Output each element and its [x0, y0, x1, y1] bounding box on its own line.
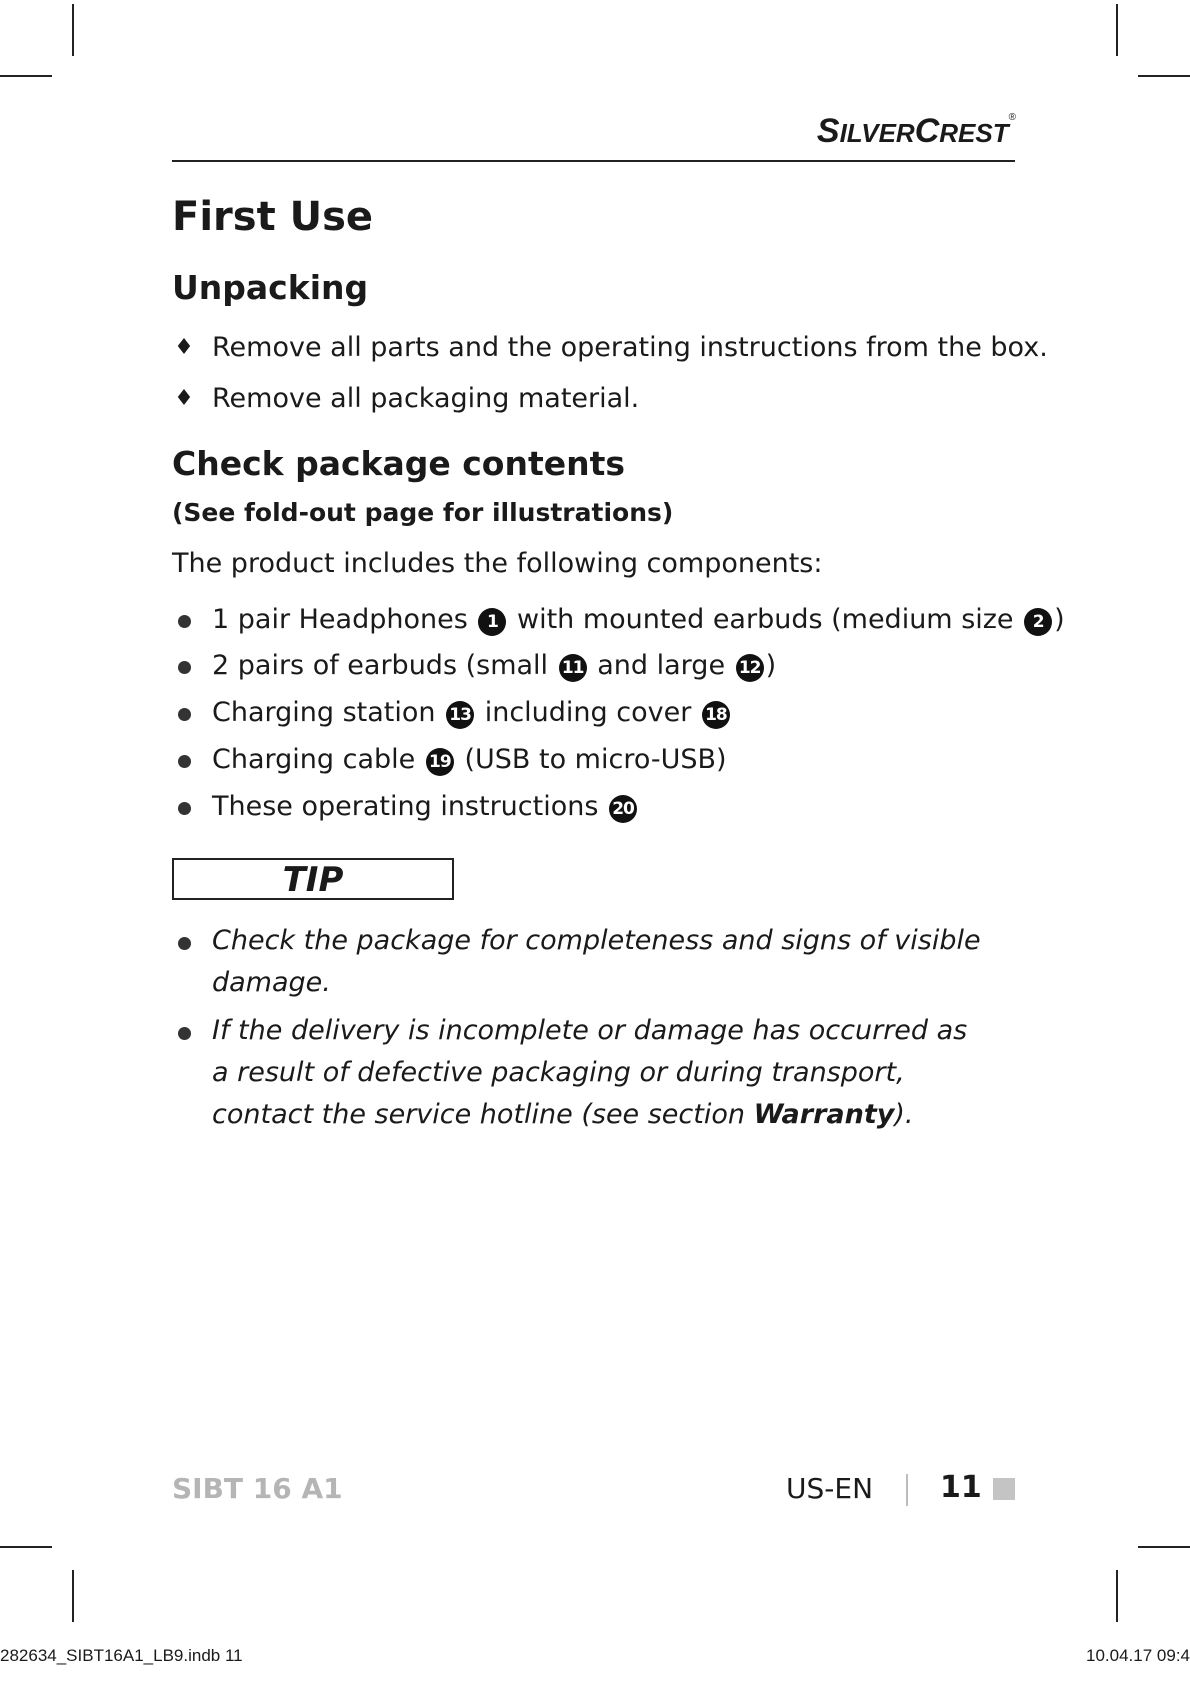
crop-mark: [1138, 1546, 1190, 1548]
crop-mark: [1138, 75, 1190, 77]
language-code: US-EN: [786, 1472, 874, 1505]
warranty-reference: Warranty: [753, 1099, 895, 1130]
page-title: First Use: [172, 194, 374, 240]
header-rule: [172, 160, 1015, 162]
part-number-badge: 2: [1024, 608, 1052, 636]
contents-intro: The product includes the following components:: [172, 548, 823, 579]
part-number-badge: 12: [736, 654, 764, 682]
page-marker-square: [993, 1478, 1015, 1500]
bullet-icon: [178, 1027, 191, 1040]
crop-mark: [72, 1570, 74, 1622]
crop-mark: [1116, 1570, 1118, 1622]
footer-divider: [906, 1474, 908, 1506]
bullet-icon: [178, 661, 191, 674]
contents-subheading: (See fold-out page for illustrations): [172, 498, 674, 527]
bullet-icon: [178, 755, 191, 768]
print-slug-file: 282634_SIBT16A1_LB9.indb 11: [0, 1646, 243, 1665]
crop-mark: [0, 75, 52, 77]
bullet-icon: [178, 937, 191, 950]
crop-mark: [1116, 4, 1118, 56]
bullet-icon: [178, 708, 191, 721]
bullet-icon: [178, 802, 191, 815]
crop-mark: [72, 4, 74, 56]
diamond-bullet-icon: ♦: [174, 335, 194, 360]
part-number-badge: 13: [446, 701, 474, 729]
part-number-badge: 11: [559, 654, 587, 682]
model-number: SIBT 16 A1: [172, 1472, 343, 1505]
page-number: 11: [940, 1470, 982, 1505]
tip-box: TIP: [172, 858, 454, 900]
bullet-icon: [178, 615, 191, 628]
diamond-bullet-icon: ♦: [174, 386, 194, 411]
section-heading-contents: Check package contents: [172, 444, 626, 483]
crop-mark: [0, 1546, 52, 1548]
part-number-badge: 19: [426, 748, 454, 776]
part-number-badge: 18: [702, 701, 730, 729]
print-slug-datetime: 10.04.17 09:4: [1086, 1646, 1190, 1665]
part-number-badge: 1: [478, 608, 506, 636]
part-number-badge: 20: [609, 795, 637, 823]
brand-logo: SILVERCREST®: [816, 112, 1016, 150]
section-heading-unpacking: Unpacking: [172, 268, 369, 307]
